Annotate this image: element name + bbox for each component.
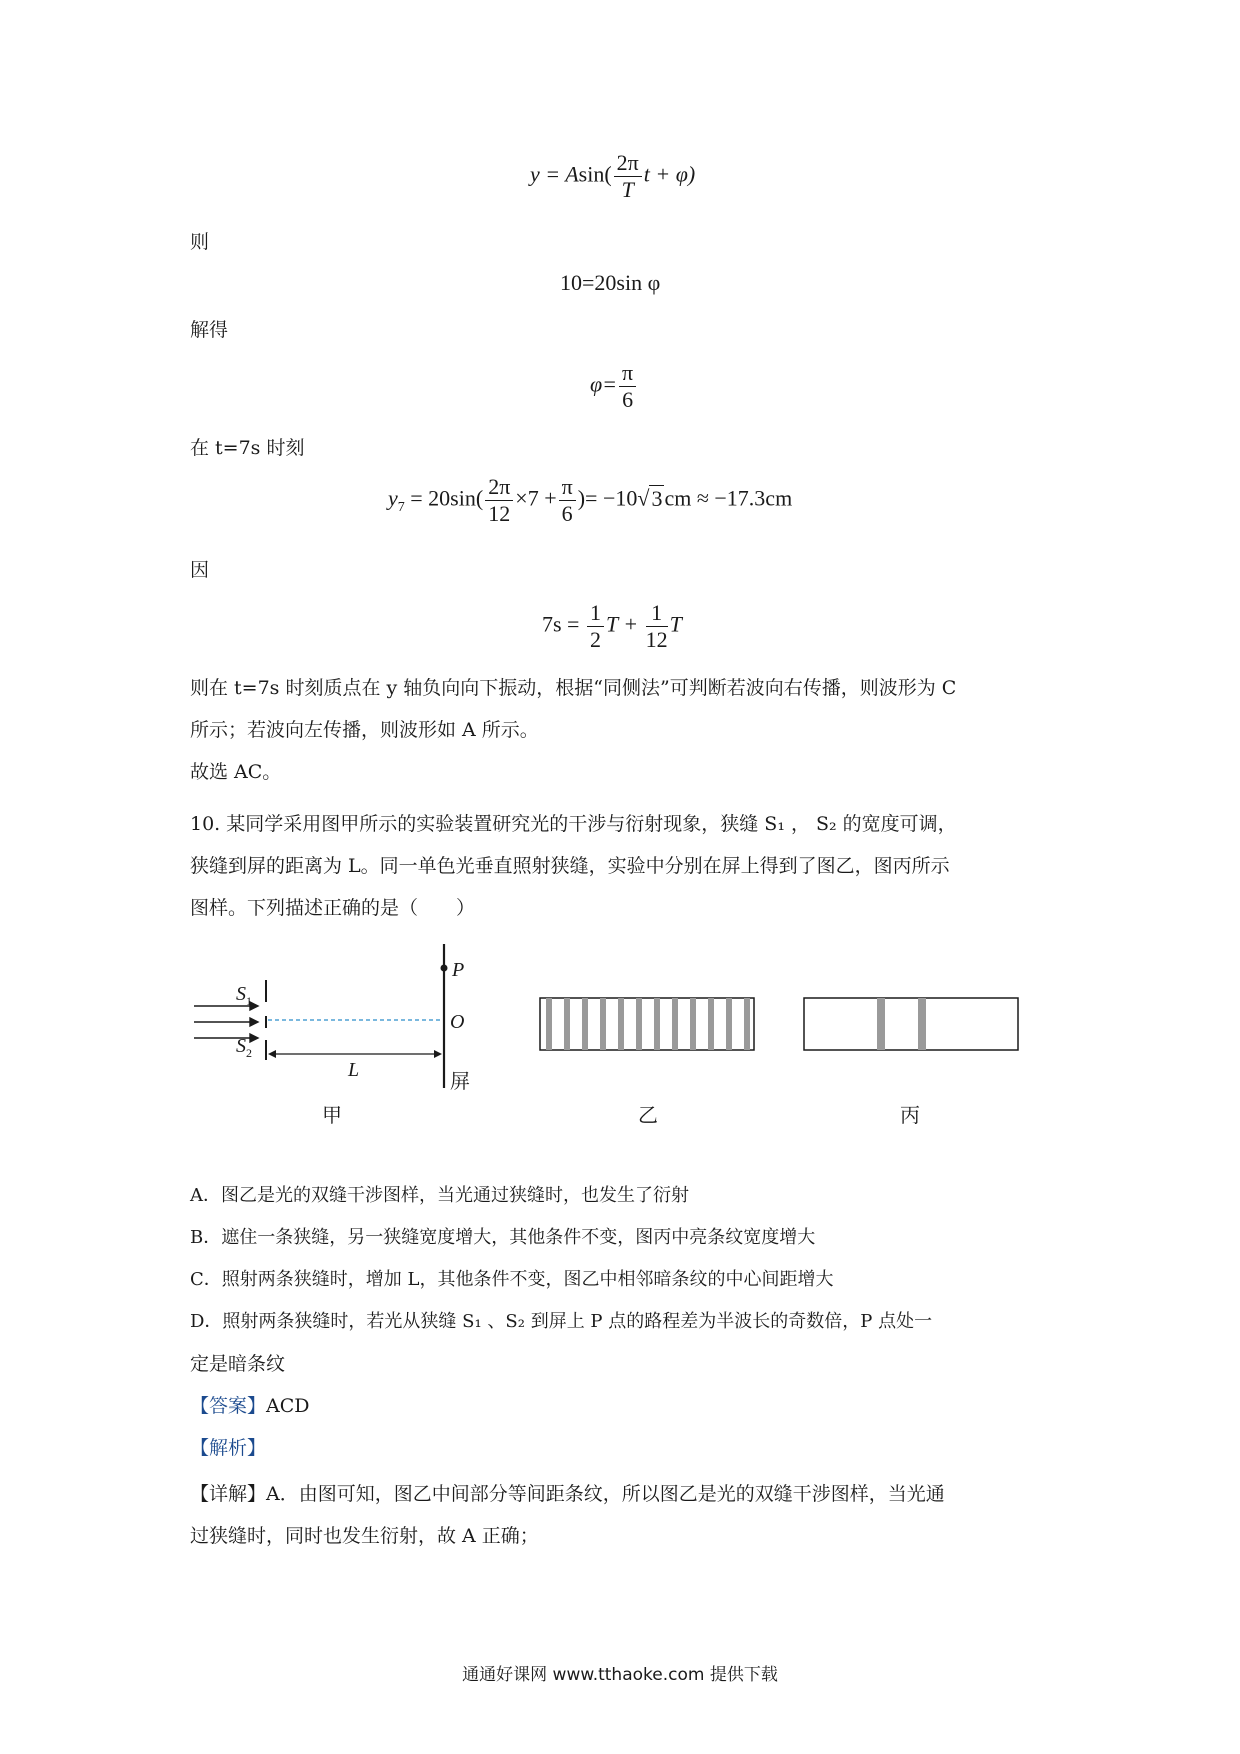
eq1-den: T bbox=[621, 177, 634, 202]
eq5-num2: 1 bbox=[646, 600, 668, 627]
answer-tag: 【答案】 bbox=[190, 1395, 267, 1417]
question-10-line: 10. 某同学采用图甲所示的实验装置研究光的干涉与衍射现象，狭缝 S₁ ， S₂ 的宽度可调， bbox=[190, 813, 957, 835]
caption-jia: 甲 bbox=[322, 1103, 342, 1127]
paragraph-line: 故选 AC。 bbox=[190, 761, 282, 783]
arrow-head-left bbox=[268, 1050, 276, 1058]
eq4-rhs1: )= −10 bbox=[577, 485, 638, 511]
detail-line: 【详解】A．由图可知，图乙中间部分等间距条纹，所以图乙是光的双缝干涉图样，当光通 bbox=[190, 1483, 945, 1505]
eq4-mid: = 20sin( bbox=[404, 485, 484, 511]
equation-time bbox=[542, 600, 682, 653]
eq3-fraction bbox=[619, 360, 636, 413]
text-yin: 因 bbox=[190, 559, 210, 581]
caption-yi: 乙 bbox=[638, 1103, 658, 1127]
option-d-line2: 定是暗条纹 bbox=[190, 1353, 286, 1375]
equation-y7: $y_7 = 20\sin$( $\frac{2\pi}{12}$ ×7 + $\frac{\pi}{6}$ )= −10√3cm ≈ −17.3cm bbox=[388, 474, 793, 526]
option-c: C．照射两条狭缝时，增加 L，其他条件不变，图乙中相邻暗条纹的中心间距增大 bbox=[190, 1269, 834, 1290]
label-p: P bbox=[452, 959, 465, 981]
text-jiede: 解得 bbox=[190, 319, 229, 341]
answer-line bbox=[190, 1392, 310, 1420]
question-10-line: 狭缝到屏的距离为 L。同一单色光垂直照射狭缝，实验中分别在屏上得到了图乙，图丙所示 bbox=[190, 855, 950, 877]
eq4-num1: 2π bbox=[485, 474, 513, 501]
eq4-den1: 12 bbox=[488, 501, 511, 526]
paragraph-line: 则在 t=7s 时刻质点在 y 轴负向向下振动，根据“同侧法”可判断若波向右传播，则波形为 C bbox=[190, 677, 957, 699]
eq5-lhs: 7s = bbox=[542, 611, 585, 637]
eq5-t1: T + bbox=[605, 611, 644, 637]
eq3-num: π bbox=[619, 360, 636, 387]
arrow-head-right bbox=[434, 1050, 442, 1058]
eq4-num2: π bbox=[559, 474, 576, 501]
eq4-sqrt: 3 bbox=[651, 485, 663, 511]
eq1-fraction bbox=[614, 150, 642, 203]
pattern-yi bbox=[540, 998, 754, 1050]
eq5-fraction1 bbox=[587, 600, 604, 653]
label-s2: $S_2$ bbox=[236, 1035, 252, 1060]
eq4-den2: 6 bbox=[561, 501, 573, 526]
option-d-line1: D．照射两条狭缝时，若光从狭缝 S₁ 、S₂ 到屏上 P 点的路程差为半波长的奇数倍，P 点处一 bbox=[190, 1311, 933, 1332]
question-10-line: 图样。下列描述正确的是（ ） bbox=[190, 897, 476, 919]
eq5-den1: 2 bbox=[589, 627, 601, 652]
label-o: O bbox=[450, 1011, 465, 1033]
eq1-lhs: y = A bbox=[530, 161, 579, 187]
pattern-bing bbox=[804, 998, 1018, 1050]
eq1-rest: t + φ) bbox=[643, 161, 696, 187]
eq4-fraction2 bbox=[559, 474, 576, 527]
eq5-den2: 12 bbox=[645, 627, 668, 652]
label-l: L bbox=[348, 1059, 360, 1081]
point-p bbox=[441, 965, 448, 972]
eq5-fraction2 bbox=[646, 600, 668, 653]
light-arrows bbox=[194, 1002, 258, 1042]
text-at-time: 在 t=7s 时刻 bbox=[190, 437, 305, 459]
eq4-fraction1 bbox=[485, 474, 513, 527]
label-screen: 屏 bbox=[450, 1069, 470, 1093]
option-a: A．图乙是光的双缝干涉图样，当光通过狭缝时，也发生了衍射 bbox=[190, 1185, 689, 1206]
option-b: B．遮住一条狭缝，另一狭缝宽度增大，其他条件不变，图丙中亮条纹宽度增大 bbox=[190, 1227, 816, 1248]
eq4-rhs2: cm ≈ −17.3cm bbox=[664, 485, 793, 511]
equation-phi bbox=[590, 360, 638, 413]
detail-line: 过狭缝时，同时也发生衍射，故 A 正确； bbox=[190, 1525, 539, 1547]
eq1-sin: sin( bbox=[578, 161, 612, 187]
paragraph-line: 所示；若波向左传播，则波形如 A 所示。 bbox=[190, 719, 539, 741]
figure-experiment bbox=[180, 940, 1060, 1140]
eq3-den: 6 bbox=[622, 387, 634, 412]
eq4-lhs: y bbox=[388, 485, 398, 511]
eq4-sub: 7 bbox=[397, 499, 405, 515]
eq5-t2: T bbox=[669, 611, 682, 637]
eq4-times: ×7 + bbox=[515, 485, 557, 511]
answer-value: ACD bbox=[266, 1395, 310, 1417]
text-ze: 则 bbox=[190, 231, 210, 253]
label-s1: $S_1$ bbox=[236, 983, 252, 1008]
equation-displacement bbox=[530, 150, 695, 203]
eq5-num1: 1 bbox=[587, 600, 604, 627]
eq1-num: 2π bbox=[614, 150, 642, 177]
eq3-lhs: φ= bbox=[590, 371, 618, 397]
page-footer: 通通好课网 www.tthaoke.com 提供下载 bbox=[462, 1665, 778, 1685]
analysis-tag: 【解析】 bbox=[190, 1437, 267, 1459]
equation-phase: 10=20sin φ bbox=[560, 270, 661, 295]
caption-bing: 丙 bbox=[900, 1103, 920, 1127]
